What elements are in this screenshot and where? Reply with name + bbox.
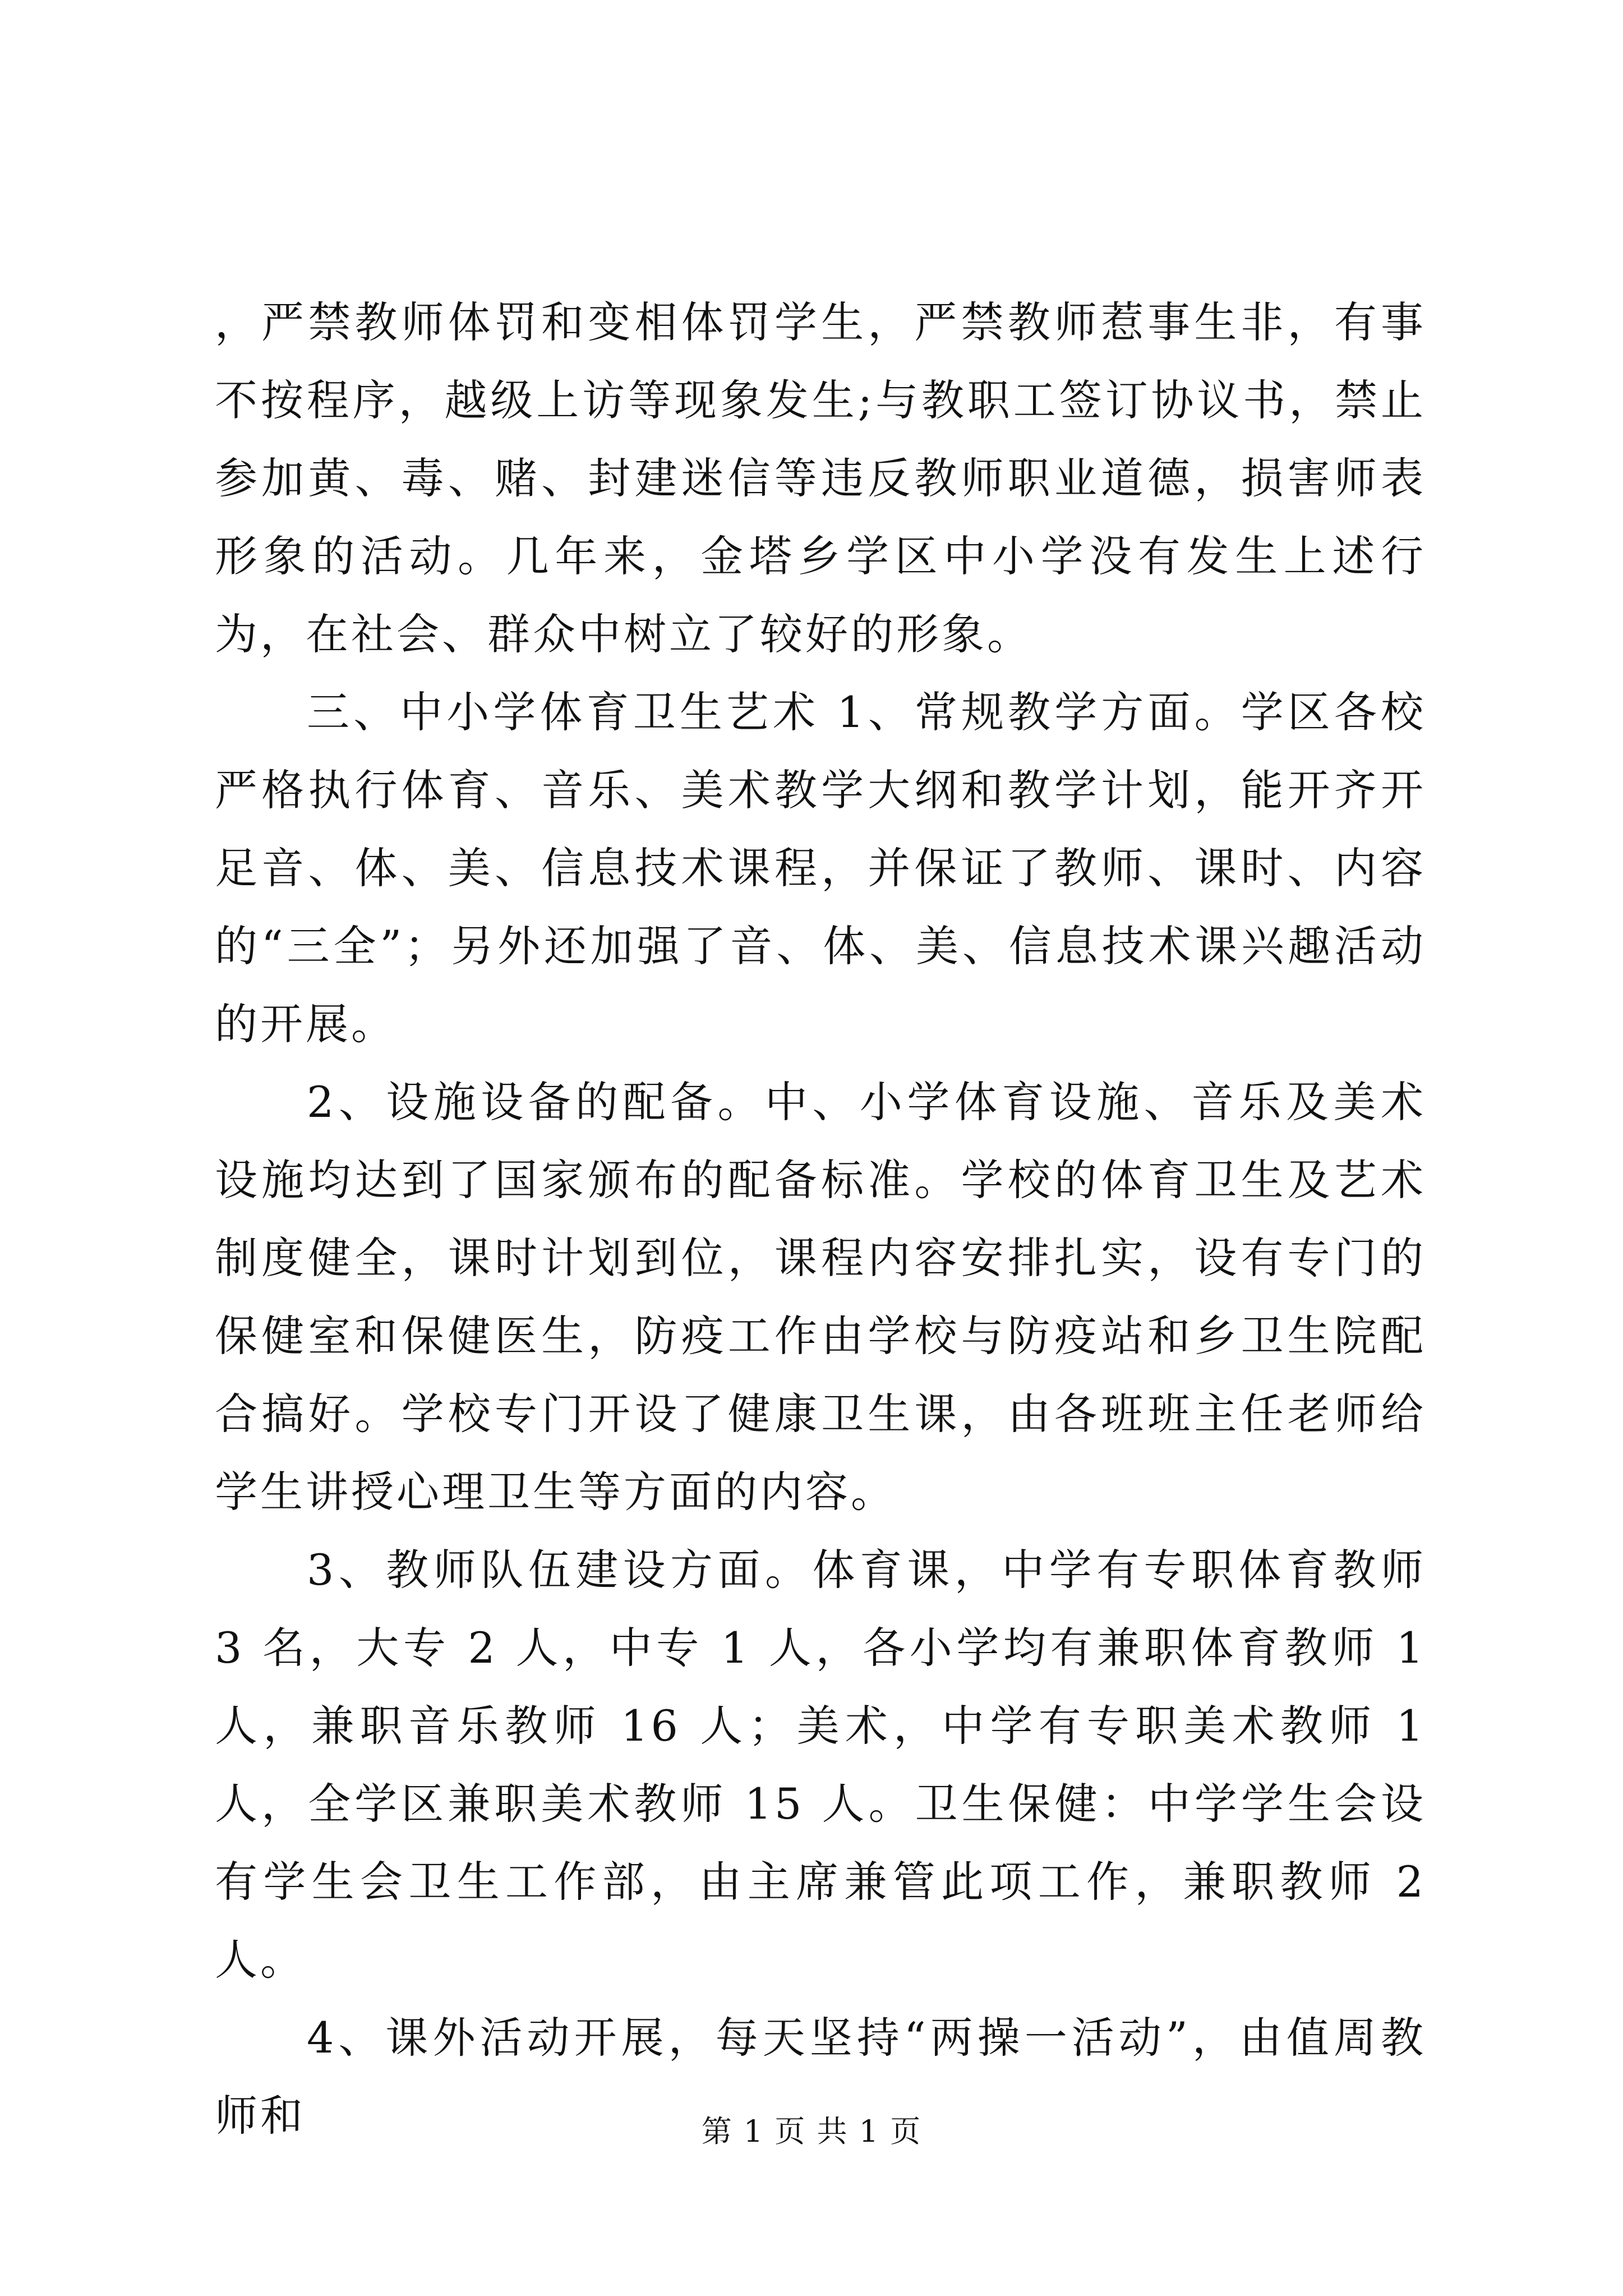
- page-footer: 第 1 页 共 1 页: [701, 2114, 922, 2149]
- paragraph-2: 三、中小学体育卫生艺术 1、常规教学方面。学区各校严格执行体育、音乐、美术教学大纲和教学计划，能开齐开足音、体、美、信息技术课程，并保证了教师、课时、内容的“三全”；另外还加强了音、体、美、信息技术课兴趣活动的开展。: [215, 687, 1426, 1049]
- paragraph-4: 3、教师队伍建设方面。体育课，中学有专职体育教师 3 名，大专 2 人，中专 1 人，各小学均有兼职体育教师 1 人，兼职音乐教师 16 人；美术，中学有专职美术教师 1 人，全学区兼职美术教师 15 人。卫生保健：中学学生会设有学生会卫生工作部，由主席兼管此项工作，兼职教师 2 人。: [215, 1545, 1426, 1985]
- document-body: [215, 283, 1426, 2155]
- paragraph-3: 2、设施设备的配备。中、小学体育设施、音乐及美术设施均达到了国家颁布的配备标准。学校的体育卫生及艺术制度健全，课时计划到位，课程内容安排扎实，设有专门的保健室和保健医生，防疫工作由学校与防疫站和乡卫生院配合搞好。学校专门开设了健康卫生课，由各班班主任老师给学生讲授心理卫生等方面的内容。: [215, 1077, 1426, 1517]
- paragraph-1: ，严禁教师体罚和变相体罚学生，严禁教师惹事生非，有事不按程序，越级上访等现象发生;与教职工签订协议书，禁止参加黄、毒、赌、封建迷信等违反教师职业道德，损害师表形象的活动。几年来，金塔乡学区中小学没有发生上述行为，在社会、群众中树立了较好的形象。: [215, 297, 1426, 659]
- paragraph-5: 4、课外活动开展，每天坚持“两操一活动”，由值周教师和: [215, 2013, 1426, 2141]
